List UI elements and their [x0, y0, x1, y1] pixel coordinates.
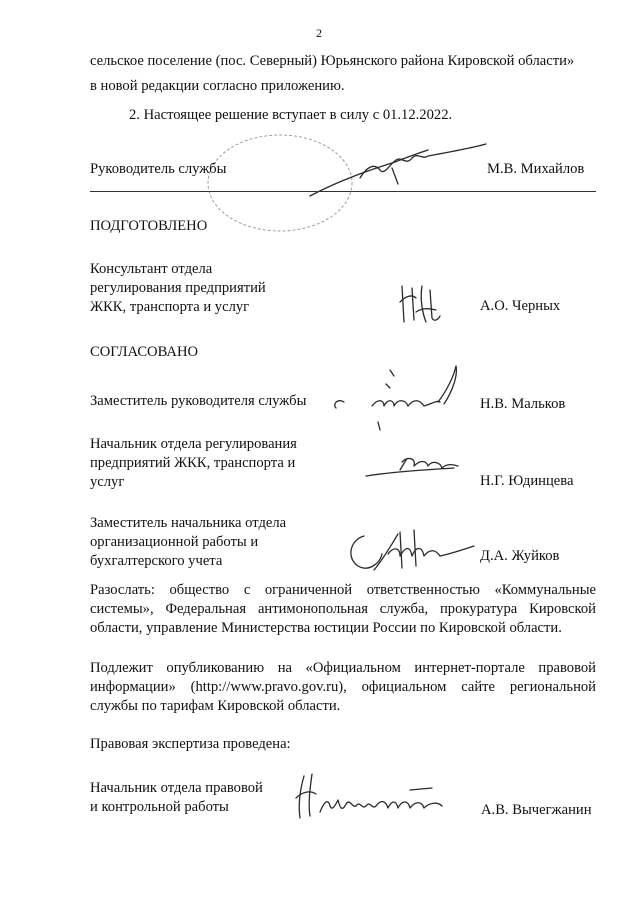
head-position: Руководитель службы: [90, 161, 227, 177]
signer-1-position: Заместитель руководителя службы: [90, 393, 307, 409]
signer-1-name: Н.В. Мальков: [480, 396, 566, 412]
separator-line: [90, 191, 596, 192]
publication-paragraph: Подлежит опубликованию на «Официальном интернет-портале правовой информации» (http://www.pravo.gov.ru), официальном сайте региональной службы по тарифам Кировской области.: [90, 660, 596, 714]
prepared-position-line: регулирования предприятий: [90, 280, 266, 296]
prepared-name: А.О. Черных: [480, 298, 561, 314]
item-2: 2. Настоящее решение вступает в силу с 01.12.2022.: [129, 107, 453, 123]
legal-review-position: [90, 779, 263, 817]
intro-line-1: сельское поселение (пос. Северный) Юрьянского района Кировской области»: [90, 53, 575, 69]
intro-line-2: в новой редакции согласно приложению.: [90, 78, 345, 94]
head-name: М.В. Михайлов: [487, 161, 585, 177]
agreed-heading: СОГЛАСОВАНО: [90, 344, 199, 360]
signer-1-signature: [328, 362, 478, 434]
signer-3-position-line: Заместитель начальника отдела: [90, 515, 287, 531]
signer-3-position: [90, 514, 286, 571]
signer-2-position-line: Начальник отдела регулирования: [90, 436, 297, 452]
signer-2-position-line: услуг: [90, 474, 125, 490]
prepared-position-line: Консультант отдела: [90, 261, 213, 277]
prepared-signature: [396, 282, 446, 328]
prepared-heading: ПОДГОТОВЛЕНО: [90, 218, 208, 234]
legal-review-heading: Правовая экспертиза проведена:: [90, 736, 291, 752]
prepared-position: [90, 260, 266, 317]
signer-3-position-line: организационной работы и: [90, 534, 259, 550]
distribution-paragraph: Разослать: общество с ограниченной ответственностью «Коммунальные системы», Федеральная антимонопольная служба, прокуратура Кировской области, управление Министерства юстиции России по Кировской области.: [90, 582, 596, 636]
signer-2-position-line: предприятий ЖКК, транспорта и: [90, 455, 296, 471]
signer-3-signature: [340, 524, 480, 578]
signer-2-signature: [362, 452, 472, 482]
legal-review-name: А.В. Вычегжанин: [481, 802, 592, 818]
signer-2-name: Н.Г. Юдинцева: [480, 473, 574, 489]
legal-review-signature: [292, 770, 462, 826]
page-number: 2: [316, 26, 322, 40]
prepared-position-line: ЖКК, транспорта и услуг: [90, 299, 250, 315]
signer-3-position-line: бухгалтерского учета: [90, 553, 223, 569]
legal-review-position-line: Начальник отдела правовой: [90, 780, 263, 796]
legal-review-position-line: и контрольной работы: [90, 799, 229, 815]
signer-2-position: [90, 435, 297, 492]
signer-3-name: Д.А. Жуйков: [480, 548, 560, 564]
